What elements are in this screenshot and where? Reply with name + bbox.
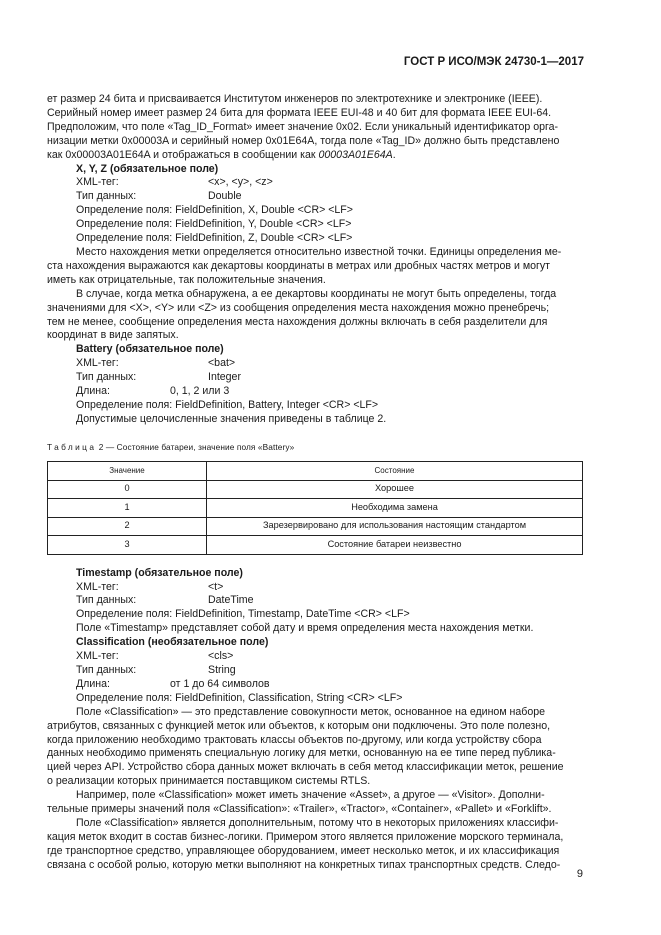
paragraph-line: цией через API. Устройство сбора данных может включать в себя метод классификации меток, решение (47, 761, 564, 774)
table-header-row (48, 461, 583, 480)
cell-value: 1 (48, 499, 207, 518)
paragraph-line: когда приложению необходимо трактовать классы объектов по-другому, или когда устройству сбора (47, 733, 542, 746)
paragraph-line: где транспортное средство, управляющее оборудованием, имеет несколько меток, и их классификация (47, 844, 560, 857)
paragraph-line: Например, поле «Classification» может иметь значение «Asset», а другое — «Visitor». Дополни- (76, 789, 545, 802)
field-key: Тип данных: (76, 371, 137, 384)
intro-line: низации метки 0x00003A и серийный номер 0x01E64A, тогда поле «Tag_ID» должно быть представлено (47, 134, 560, 147)
table-row (48, 536, 583, 555)
cell-value: 0 (48, 480, 207, 499)
paragraph-line: Место нахождения метки определяется относительно известной точки. Единицы определения ме- (76, 245, 562, 258)
table-row (48, 499, 583, 518)
paragraph-line: иметь как отрицательные, так положительные значения. (47, 273, 326, 286)
field-row (47, 371, 583, 385)
field-key: Длина: (76, 677, 110, 690)
paragraph-line: Поле «Classification» — это представление совокупности меток, основанное на едином наборе (76, 705, 546, 718)
field-row (47, 594, 583, 608)
paragraph-line: ста нахождения выражаются как декартовы координаты в метрах или дробных частях метров и могут (47, 259, 551, 272)
tag-id-example: 00003A01E64A (318, 148, 393, 161)
cell-state: Необходима замена (207, 499, 583, 518)
section-title-battery: Battery (обязательное поле) (76, 343, 224, 356)
table-row (48, 480, 583, 499)
field-row (47, 650, 583, 664)
column-header-value: Значение (48, 461, 207, 480)
intro-line: ет размер 24 бита и присваивается Институтом инженеров по электротехнике и электронике (IEEE). (47, 93, 543, 105)
section-title-classification: Classification (необязательное поле) (76, 636, 269, 649)
document-header: ГОСТ Р ИСО/МЭК 24730-1—2017 (403, 56, 584, 68)
field-definition: Определение поля: FieldDefinition, Z, Double <CR> <LF> (76, 232, 353, 245)
field-key: XML-тег: (76, 176, 119, 189)
field-value: <t> (208, 580, 224, 593)
paragraph-line: значениями для <X>, <Y> или <Z> из сообщения определения места нахождения можно пренебречь; (47, 301, 550, 314)
cell-state: Состояние батареи неизвестно (207, 536, 583, 555)
field-value: 0, 1, 2 или 3 (170, 385, 230, 398)
paragraph-line: Поле «Classification» является дополнительным, потому что в некоторых приложениях классифи- (76, 816, 559, 829)
field-key: Тип данных: (76, 664, 137, 676)
intro-line: Предположим, что поле «Tag_ID_Format» имеет значение 0x02. Если уникальный идентификатор орга- (47, 120, 559, 133)
paragraph-line: кация меток входит в состав бизнес-логики. Примером этого является приложение морского терминала, (47, 830, 564, 843)
cell-state: Зарезервировано для использования настоящим стандартом (207, 517, 583, 536)
table-row (48, 517, 583, 536)
field-row (47, 357, 583, 371)
field-row (47, 678, 583, 692)
field-value: Integer (208, 371, 241, 384)
field-row (47, 190, 583, 204)
field-key: Тип данных: (76, 190, 137, 203)
cell-value: 2 (48, 517, 207, 536)
intro-text: как 0x00003A01E64A и отображаться в сообщении как (47, 148, 319, 161)
paragraph-line: о реализации которых принимается поставщиком системы RTLS. (47, 775, 371, 788)
table-caption-text: 2 — Состояние батареи, значение поля «Battery» (96, 441, 295, 452)
field-definition: Определение поля: FieldDefinition, Timestamp, DateTime <CR> <LF> (76, 608, 410, 621)
battery-state-table (47, 461, 583, 555)
paragraph-line: связана с особой ролью, которую метки выполняют на конкретных типах транспортных средств. Следо- (47, 858, 561, 871)
paragraph-line: атрибутов, связанных с функцией меток или объектов, к которым они подключены. Это поле полезно, (47, 719, 551, 732)
section-title-timestamp: Timestamp (обязательное поле) (76, 566, 243, 579)
table-caption-word: Таблица (47, 441, 97, 452)
page-body (47, 93, 583, 873)
cell-state: Хорошее (207, 480, 583, 499)
paragraph-line: данных необходимо применять специальную логику для метки, основанную на ее типе перед публика- (47, 747, 556, 760)
field-key: Длина: (76, 385, 110, 398)
field-row (47, 664, 583, 678)
field-value: от 1 до 64 символов (170, 677, 270, 690)
field-value: Double (208, 190, 242, 203)
page-number: 9 (576, 868, 583, 880)
table-caption (47, 441, 583, 455)
field-key: XML-тег: (76, 580, 119, 593)
paragraph-line: координат в виде запятых. (47, 329, 179, 342)
paragraph-line: В случае, когда метка обнаружена, а ее декартовы координаты не могут быть определены, тогда (76, 287, 557, 300)
field-value: String (208, 664, 236, 676)
paragraph-line: тельные примеры значений поля «Classification»: «Trailer», «Tractor», «Container», «Pallet» и «Forklift». (47, 803, 552, 816)
paragraph-line: Поле «Timestamp» представляет собой дату и время определения места нахождения метки. (76, 622, 534, 635)
field-row (47, 176, 583, 190)
field-definition: Определение поля: FieldDefinition, Y, Double <CR> <LF> (76, 218, 352, 231)
intro-line: Серийный номер имеет размер 24 бита для формата IEEE EUI-48 и 40 бит для формата IEEE EUI-64. (47, 106, 552, 119)
field-row (47, 385, 583, 399)
paragraph-line: Допустимые целочисленные значения приведены в таблице 2. (76, 412, 387, 425)
intro-text: . (392, 148, 396, 161)
field-definition: Определение поля: FieldDefinition, X, Double <CR> <LF> (76, 204, 353, 217)
field-value: <bat> (208, 357, 236, 370)
field-definition: Определение поля: FieldDefinition, Battery, Integer <CR> <LF> (76, 398, 379, 411)
field-value: DateTime (208, 594, 254, 607)
field-key: XML-тег: (76, 357, 119, 370)
paragraph-line: тем не менее, сообщение определения места нахождения должны включать в себя разделители для (47, 315, 548, 328)
intro-line (47, 149, 583, 163)
field-key: XML-тег: (76, 650, 119, 663)
column-header-state: Состояние (207, 461, 583, 480)
field-value: <x>, <y>, <z> (208, 176, 273, 189)
cell-value: 3 (48, 536, 207, 555)
field-value: <cls> (208, 650, 234, 663)
field-row (47, 581, 583, 595)
section-title-xyz: X, Y, Z (обязательное поле) (76, 162, 219, 175)
field-key: Тип данных: (76, 594, 137, 607)
field-definition: Определение поля: FieldDefinition, Classification, String <CR> <LF> (76, 691, 403, 704)
